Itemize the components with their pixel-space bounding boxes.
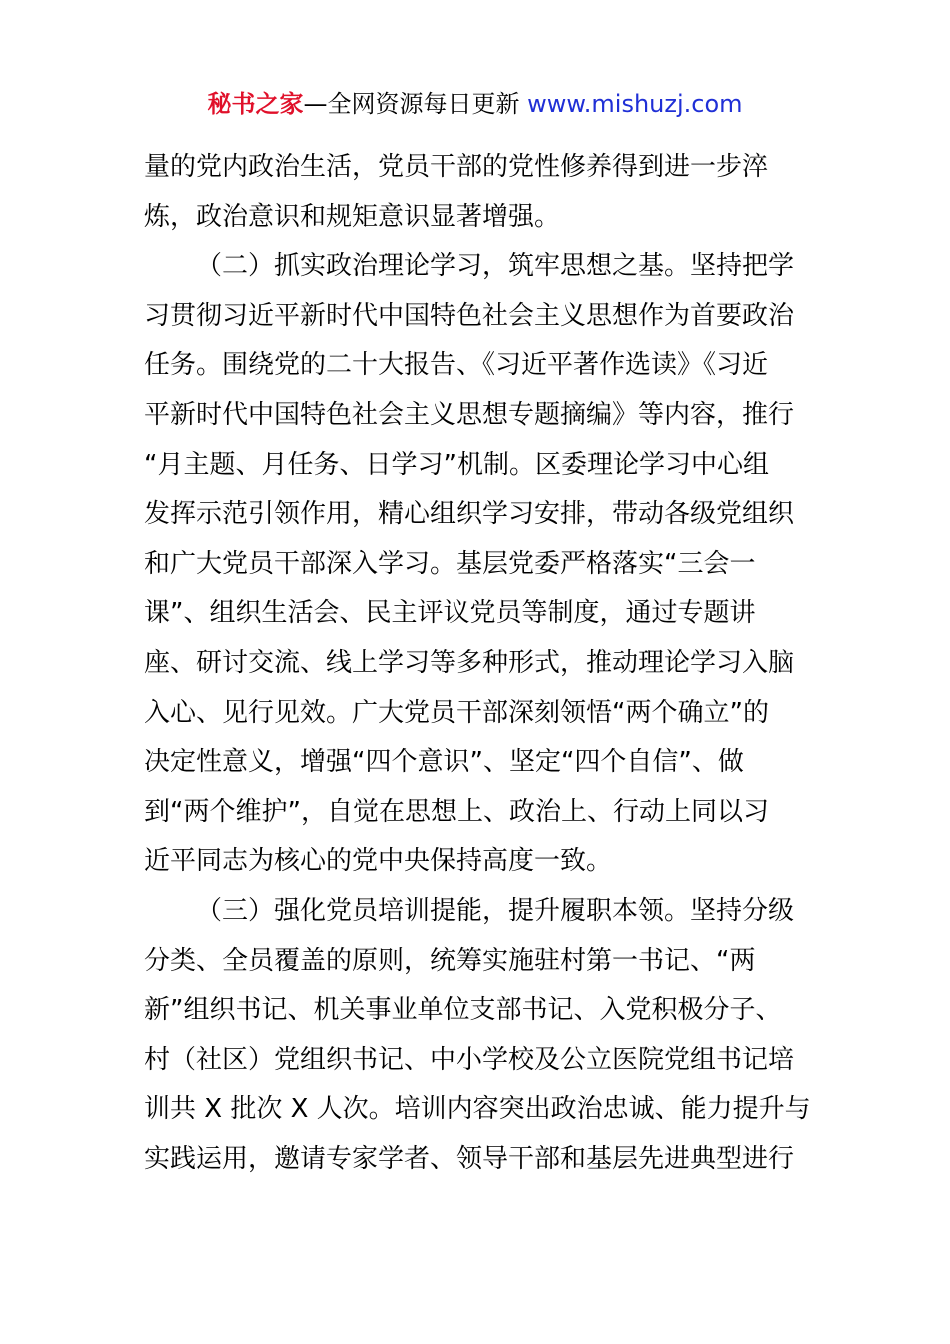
text-line: 任务。围绕党的二十大报告、《习近平著作选读》《习近 bbox=[144, 350, 769, 381]
text-line: （二）抓实政治理论学习，筑牢思想之基。坚持把学 bbox=[196, 251, 795, 282]
text-line: 近平同志为核心的党中央保持高度一致。 bbox=[144, 846, 613, 877]
text-line: 到“两个维护”，自觉在思想上、政治上、行动上同以习 bbox=[144, 796, 769, 827]
text-line: 发挥示范引领作用，精心组织学习安排，带动各级党组织 bbox=[144, 499, 795, 530]
text-line: 新”组织书记、机关事业单位支部书记、入党积极分子、 bbox=[144, 995, 782, 1026]
text-line: 分类、全员覆盖的原则，统筹实施驻村第一书记、“两 bbox=[144, 945, 756, 976]
text-line: 决定性意义，增强“四个意识”、坚定“四个自信”、做 bbox=[144, 747, 744, 778]
text-line: （三）强化党员培训提能，提升履职本领。坚持分级 bbox=[196, 895, 795, 926]
text-line: 训共 X 批次 X 人次。培训内容突出政治忠诚、能力提升与 bbox=[144, 1094, 811, 1125]
brand-name: 秘书之家 bbox=[207, 90, 304, 118]
text-line: 座、研讨交流、线上学习等多种形式，推动理论学习入脑 bbox=[144, 647, 795, 678]
text-line: 平新时代中国特色社会主义思想专题摘编》等内容，推行 bbox=[144, 399, 795, 430]
text-line: 课”、组织生活会、民主评议党员等制度，通过专题讲 bbox=[144, 598, 756, 629]
text-line: “月主题、月任务、日学习”机制。区委理论学习中心组 bbox=[144, 449, 769, 480]
text-line: 实践运用，邀请专家学者、领导干部和基层先进典型进行 bbox=[144, 1143, 795, 1174]
site-url[interactable]: www.mishuzj.com bbox=[527, 90, 743, 118]
text-line: 和广大党员干部深入学习。基层党委严格落实“三会一 bbox=[144, 548, 756, 579]
page-header bbox=[0, 86, 950, 122]
text-line: 量的党内政治生活，党员干部的党性修养得到进一步淬 bbox=[144, 152, 769, 182]
text-line: 习贯彻习近平新时代中国特色社会主义思想作为首要政治 bbox=[144, 300, 795, 331]
document-body bbox=[144, 143, 824, 1184]
text-line: 炼，政治意识和规矩意识显著增强。 bbox=[144, 201, 561, 232]
text-line: 入心、见行见效。广大党员干部深刻领悟“两个确立”的 bbox=[144, 697, 769, 728]
text-line: 村（社区）党组织书记、中小学校及公立医院党组书记培 bbox=[144, 1044, 795, 1075]
header-tagline: —全网资源每日更新 bbox=[303, 90, 520, 118]
